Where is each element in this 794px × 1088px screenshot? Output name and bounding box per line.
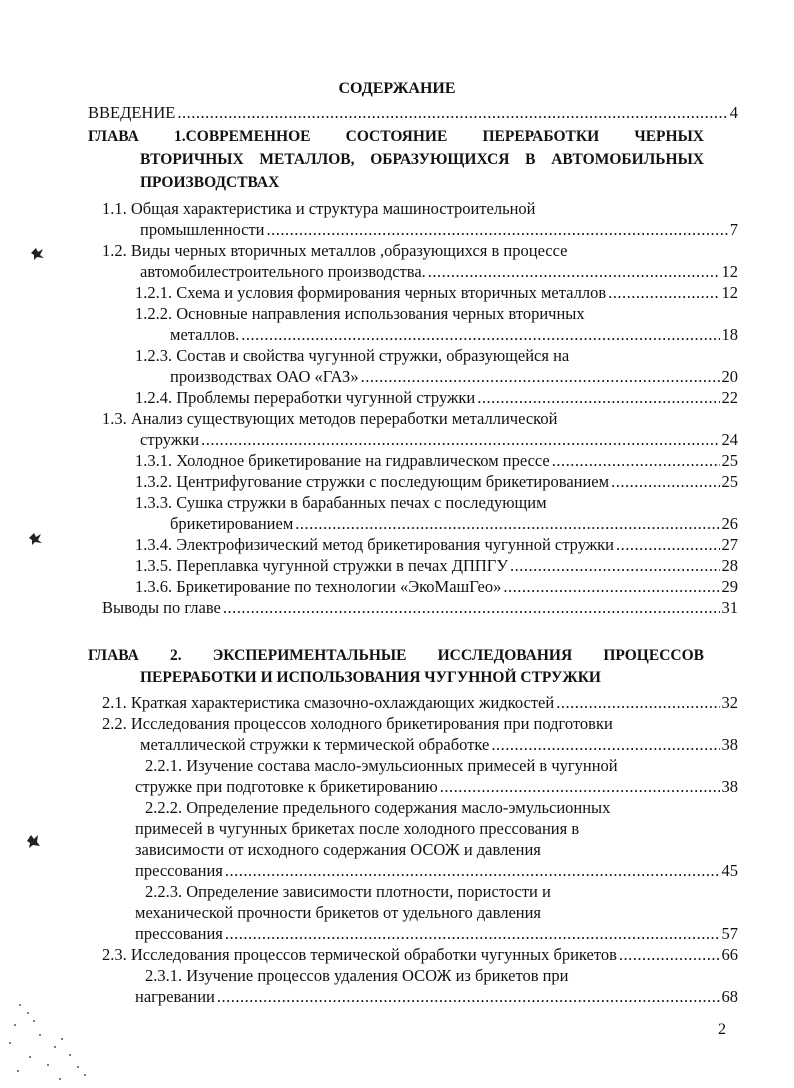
toc-page-number: 26 [721,514,738,533]
toc-label: 1.3.1. Холодное брикетирование на гидравлическом прессе [135,451,550,470]
toc-page-number: 18 [721,325,738,344]
toc-entry-1-1-line-1: 1.1. Общая характеристика и структура машиностроительной [102,199,536,218]
toc-page-number: 25 [721,472,738,491]
toc-label: Выводы по главе [102,598,221,617]
toc-entry-1-2-4 [135,387,738,408]
toc-entry-1-2-2 [170,324,738,345]
scan-speck-icon [24,832,42,850]
toc-page-number: 12 [721,283,738,302]
scan-speck-icon [28,245,46,261]
chapter-2-heading-line-1: ГЛАВА 2. ЭКСПЕРИМЕНТАЛЬНЫЕ ИССЛЕДОВАНИЯ ПРОЦЕССОВ [88,647,704,664]
toc-label: промышленности [140,220,265,239]
toc-entry-1-2 [140,261,738,282]
dot-leader [177,102,727,123]
toc-label: ВВЕДЕНИЕ [88,103,176,122]
dot-leader [440,776,720,797]
chapter-1-heading-line-3: ПРОИЗВОДСТВАХ [140,174,280,191]
toc-page-number: 31 [721,598,738,617]
toc-entry-2-2-2-line-3: зависимости от исходного содержания ОСОЖ и давления [135,840,541,859]
toc-entry-intro [88,102,738,123]
toc-label: прессования [135,924,223,943]
toc-page-number: 66 [721,945,738,964]
toc-label: 1.3.6. Брикетирование по технологии «ЭкоМашГео» [135,577,502,596]
toc-label: производствах ОАО «ГАЗ» [170,367,359,386]
toc-entry-2-2-3-line-1: 2.2.3. Определение зависимости плотности, пористости и [145,882,551,901]
dot-leader [201,429,719,450]
toc-label: прессования [135,861,223,880]
toc-label: металлической стружки к термической обработке [140,735,490,754]
toc-label: 1.2.4. Проблемы переработки чугунной стружки [135,388,476,407]
toc-label: металлов. [170,325,240,344]
toc-entry-1-2-3 [170,366,738,387]
toc-entry-2-2-3 [135,923,738,944]
toc-label: нагревании [135,987,215,1006]
toc-entry-conclusions-1 [102,597,738,618]
dot-leader [241,324,719,345]
toc-entry-1-2-1 [135,282,738,303]
toc-page-number: 20 [721,367,738,386]
toc-label: автомобилестроительного производства. [140,262,426,281]
toc-entry-2-2 [140,734,738,755]
toc-page-number: 45 [721,861,738,880]
toc-page-number: 57 [721,924,738,943]
toc-entry-1-3-line-1: 1.3. Анализ существующих методов переработки металлической [102,409,558,428]
toc-page-number: 7 [729,220,738,239]
toc-entry-2-2-line-1: 2.2. Исследования процессов холодного брикетирования при подготовки [102,714,613,733]
toc-page-number: 32 [721,693,738,712]
dot-leader [361,366,720,387]
dot-leader [552,450,720,471]
toc-page-number: 38 [721,777,738,796]
toc-entry-1-3-1 [135,450,738,471]
toc-page-number: 25 [721,451,738,470]
toc-entry-2-2-1 [135,776,738,797]
toc-entry-1-3-3-line-1: 1.3.3. Сушка стружки в барабанных печах с последующим [135,493,547,512]
dot-leader [619,944,720,965]
toc-label: 1.3.5. Переплавка чугунной стружки в печах ДППГУ [135,556,509,575]
toc-entry-1-3-3 [170,513,738,534]
toc-page-number: 12 [721,262,738,281]
dot-leader [217,986,720,1007]
page-number: 2 [718,1021,726,1038]
toc-page-number: 68 [721,987,738,1006]
dot-leader [608,282,719,303]
toc-page-number: 24 [721,430,738,449]
dot-leader [616,534,720,555]
toc-label: стружке при подготовке к брикетированию [135,777,438,796]
dot-leader [223,597,720,618]
toc-entry-1-3-2 [135,471,738,492]
dot-leader [428,261,720,282]
toc-label: 1.3.2. Центрифугование стружки с последующим брикетированием [135,472,610,491]
toc-label: 1.3.4. Электрофизический метод брикетирования чугунной стружки [135,535,614,554]
toc-page-number: 22 [721,388,738,407]
toc-entry-1-1 [140,219,738,240]
toc-entry-2-3 [102,944,738,965]
dot-leader [556,692,719,713]
toc-label: 2.1. Краткая характеристика смазочно-охлаждающих жидкостей [102,693,555,712]
toc-entry-2-1 [102,692,738,713]
toc-entry-2-2-3-line-2: механической прочности брикетов от удельного давления [135,903,542,922]
dot-leader [503,576,719,597]
dot-leader [225,923,720,944]
chapter-1-heading-line-2: ВТОРИЧНЫХ МЕТАЛЛОВ, ОБРАЗУЮЩИХСЯ В АВТОМОБИЛЬНЫХ [140,151,704,168]
toc-page-number: 38 [721,735,738,754]
toc-label: 2.3. Исследования процессов термической обработки чугунных брикетов [102,945,617,964]
toc-entry-1-2-3-line-1: 1.2.3. Состав и свойства чугунной стружки, образующейся на [135,346,570,365]
toc-page-number: 4 [729,103,738,122]
dot-leader [477,387,719,408]
dot-leader [267,219,728,240]
scan-speck-icon [26,530,44,546]
toc-entry-2-2-2 [135,860,738,881]
dot-leader [225,860,720,881]
toc-entry-1-3-5 [135,555,738,576]
toc-entry-2-2-2-line-2: примесей в чугунных брикетах после холодного прессования в [135,819,580,838]
page-title: СОДЕРЖАНИЕ [338,80,456,97]
dot-leader [491,734,719,755]
toc-label: стружки [140,430,200,449]
toc-entry-1-3 [140,429,738,450]
toc-entry-2-3-1-line-1: 2.3.1. Изучение процессов удаления ОСОЖ из брикетов при [145,966,569,985]
toc-label: 1.2.1. Схема и условия формирования черных вторичных металлов [135,283,607,302]
toc-entry-2-2-2-line-1: 2.2.2. Определение предельного содержания масло-эмульсионных [145,798,611,817]
toc-page-number: 27 [721,535,738,554]
toc-page-number: 28 [721,556,738,575]
toc-entry-1-3-4 [135,534,738,555]
toc-entry-1-3-6 [135,576,738,597]
chapter-1-heading-line-1: ГЛАВА 1.СОВРЕМЕННОЕ СОСТОЯНИЕ ПЕРЕРАБОТКИ ЧЕРНЫХ [88,128,704,145]
toc-entry-2-3-1 [135,986,738,1007]
scan-noise-icon [0,995,100,1085]
toc-page-number: 29 [721,577,738,596]
toc-entry-1-2-line-1: 1.2. Виды черных вторичных металлов ,образующихся в процессе [102,241,568,260]
toc-entry-2-2-1-line-1: 2.2.1. Изучение состава масло-эмульсионных примесей в чугунной [145,756,618,775]
dot-leader [510,555,719,576]
toc-entry-1-2-2-line-1: 1.2.2. Основные направления использования черных вторичных [135,304,585,323]
dot-leader [611,471,719,492]
chapter-2-heading-line-2: ПЕРЕРАБОТКИ И ИСПОЛЬЗОВАНИЯ ЧУГУННОЙ СТРУЖКИ [140,669,601,686]
dot-leader [295,513,719,534]
toc-label: брикетированием [170,514,294,533]
